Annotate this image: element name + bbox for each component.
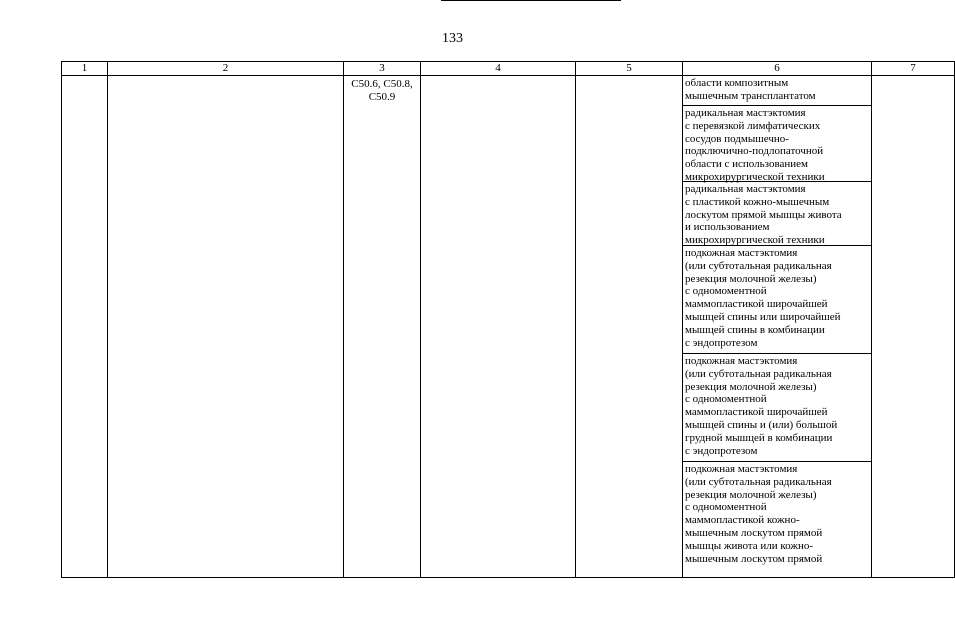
procedure-item: радикальная мастэктомия с пластикой кожно-мышечным лоскутом прямой мышцы живота и использованием микрохирургической техники <box>683 182 871 246</box>
cell-col-1 <box>62 76 108 578</box>
procedure-item: подкожная мастэктомия (или субтотальная радикальная резекция молочной железы) с одномоментной маммопластикой широчайшей мышцей спины или широчайшей мышцей спины в комбинации с эндопротезом <box>683 246 871 354</box>
procedure-item: подкожная мастэктомия (или субтотальная радикальная резекция молочной железы) с одномоментной маммопластикой кожно- мышечным лоскутом прямой мышцы живота или кожно- мышечным лоскутом прямой <box>685 463 832 565</box>
header-col-6: 6 <box>683 62 872 76</box>
cell-col-2 <box>108 76 344 578</box>
cell-col-7 <box>872 76 955 578</box>
cell-treatment-methods <box>683 76 872 578</box>
cell-diagnosis-codes <box>344 76 421 578</box>
header-col-4: 4 <box>421 62 576 76</box>
top-rule <box>441 0 621 1</box>
procedure-item: радикальная мастэктомия с перевязкой лимфатических сосудов подмышечно- подключично-подлопаточной области с использованием микрохирургической техники <box>683 106 871 182</box>
page-number: 133 <box>442 31 463 46</box>
header-col-5: 5 <box>576 62 683 76</box>
header-col-3: 3 <box>344 62 421 76</box>
header-col-1: 1 <box>62 62 108 76</box>
header-col-7: 7 <box>872 62 955 76</box>
diagnosis-codes-text: C50.6, C50.8, C50.9 <box>351 78 413 103</box>
header-col-2: 2 <box>108 62 344 76</box>
data-table <box>61 61 955 578</box>
cell-col-4 <box>421 76 576 578</box>
table-row <box>62 76 955 578</box>
header-row <box>62 62 955 76</box>
procedure-item: области композитным мышечным трансплантатом <box>683 76 871 106</box>
procedure-list <box>683 76 871 566</box>
procedure-item: подкожная мастэктомия (или субтотальная радикальная резекция молочной железы) с одномоментной маммопластикой широчайшей мышцей спины и (или) большой грудной мышцей в комбинации с эндопротезом <box>683 354 871 462</box>
cell-col-5 <box>576 76 683 578</box>
